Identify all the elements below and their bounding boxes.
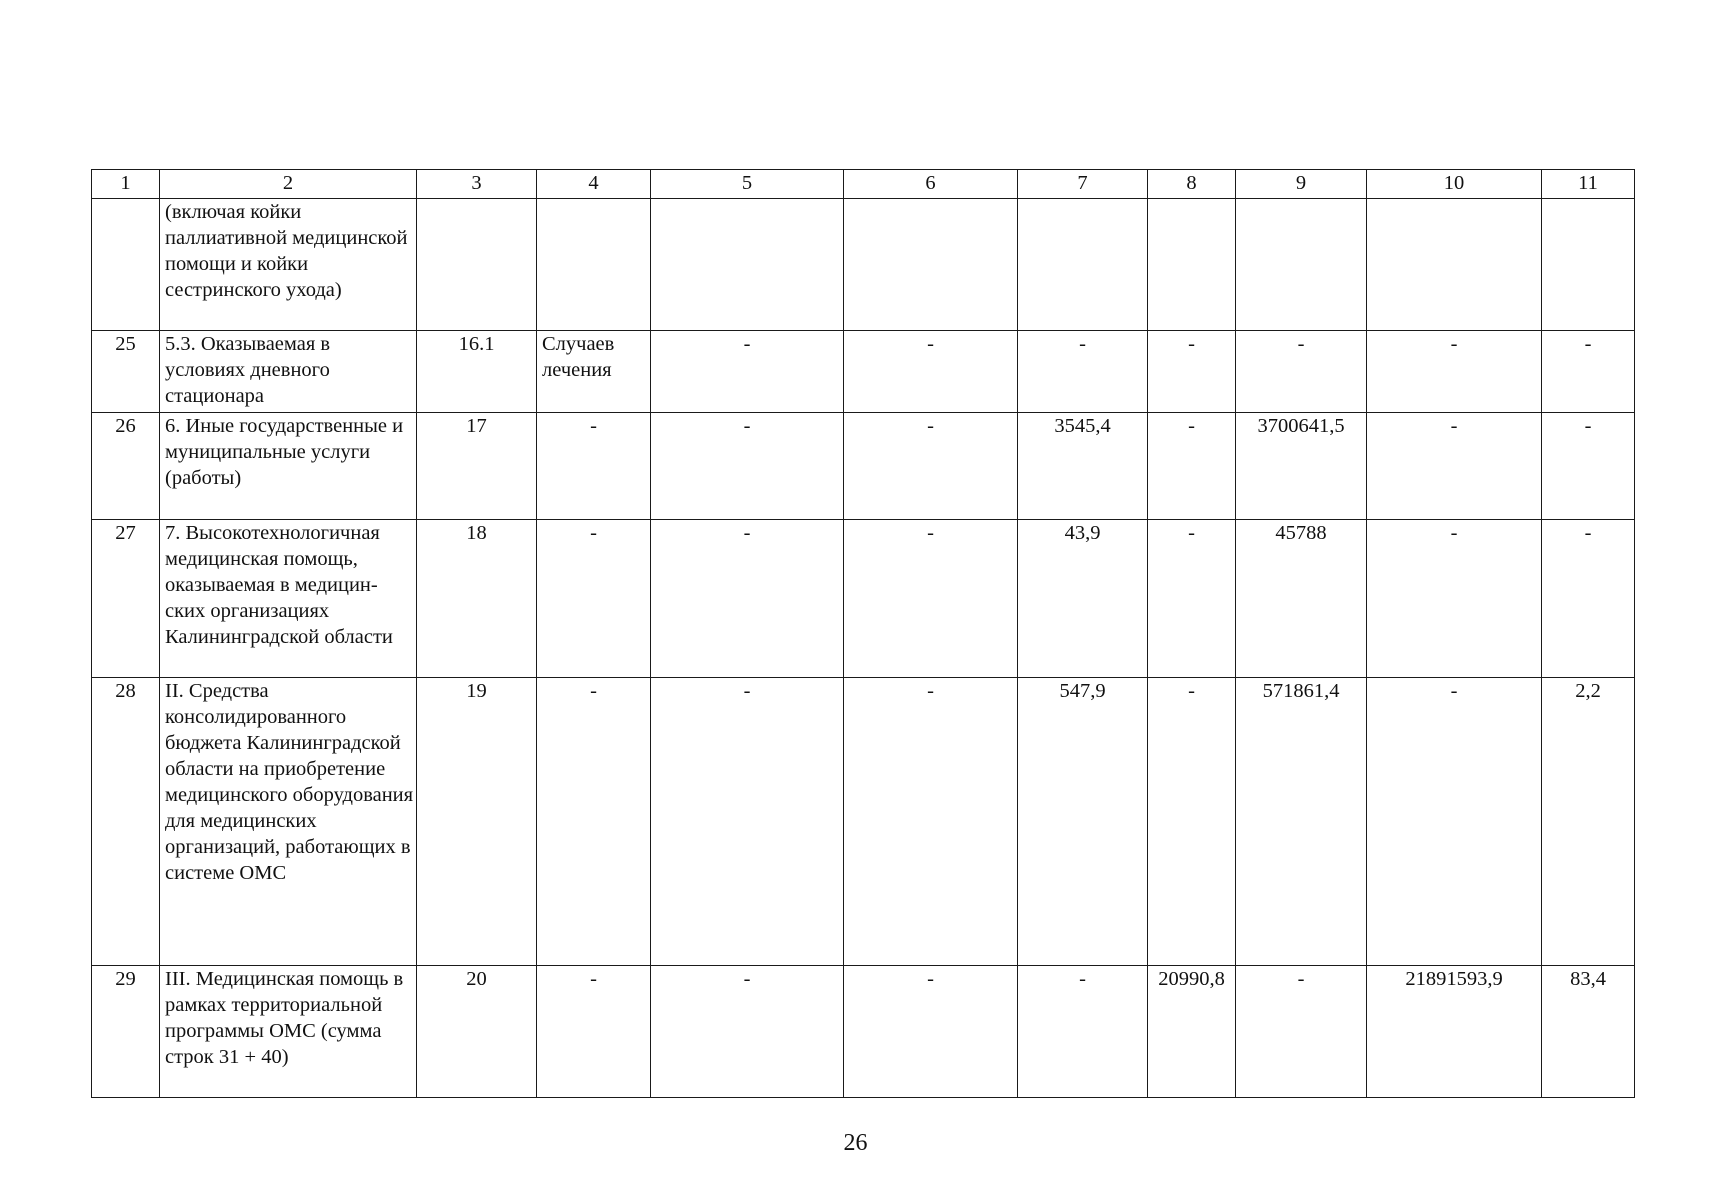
cell: - [1148,413,1236,520]
column-header: 11 [1542,170,1635,199]
cell: - [1542,331,1635,413]
cell: - [1018,331,1148,413]
table-row-continuation [92,199,1635,331]
table-row [92,331,1635,413]
cell: - [1367,331,1542,413]
cell: - [1367,520,1542,678]
column-header: 10 [1367,170,1542,199]
column-header: 9 [1236,170,1367,199]
cell: 2,2 [1542,678,1635,966]
cell: 20990,8 [1148,966,1236,1098]
table-row [92,966,1635,1098]
cell: - [844,966,1018,1098]
cell: - [1236,966,1367,1098]
cell: - [1367,413,1542,520]
cell: 547,9 [1018,678,1148,966]
column-header: 1 [92,170,160,199]
cell: 571861,4 [1236,678,1367,966]
cell [1367,199,1542,331]
cell: - [537,966,651,1098]
column-number-header-row [92,170,1635,199]
cell-name: 6. Иные государственные и муниципальные услуги (работы) [160,413,417,520]
cell: - [537,678,651,966]
cell: - [537,520,651,678]
cell [844,199,1018,331]
cell: - [1236,331,1367,413]
cell [651,199,844,331]
cell: - [844,678,1018,966]
cell: 16.1 [417,331,537,413]
cell-name: 5.3. Оказываемая в условиях дневного стационара [160,331,417,413]
cell: - [651,331,844,413]
cell: 83,4 [1542,966,1635,1098]
cell: 43,9 [1018,520,1148,678]
cell-num: 29 [92,966,160,1098]
cell: - [651,966,844,1098]
column-header: 5 [651,170,844,199]
cell: 19 [417,678,537,966]
cell: 18 [417,520,537,678]
cell: - [651,520,844,678]
table-row [92,413,1635,520]
column-header: 3 [417,170,537,199]
cell-num: 26 [92,413,160,520]
cell [1148,199,1236,331]
cell: 3545,4 [1018,413,1148,520]
cell: - [1542,413,1635,520]
cell-num [92,199,160,331]
table-row [92,520,1635,678]
cell: - [1148,678,1236,966]
cell: 21891593,9 [1367,966,1542,1098]
cell: - [1148,331,1236,413]
cell: - [1148,520,1236,678]
cell: - [1018,966,1148,1098]
cell [537,199,651,331]
column-header: 2 [160,170,417,199]
cell: 45788 [1236,520,1367,678]
cell: - [651,413,844,520]
column-header: 8 [1148,170,1236,199]
cell: - [1542,520,1635,678]
cell: - [844,331,1018,413]
cell: - [651,678,844,966]
cell [1542,199,1635,331]
column-header: 7 [1018,170,1148,199]
cell-name: 7. Высокотехнологичная медицинская помощь, оказываемая в медицин-ских организациях Калининградской области [160,520,417,678]
cell: - [1367,678,1542,966]
data-table [91,169,1635,1098]
cell: - [537,413,651,520]
cell-num: 27 [92,520,160,678]
cell-name: (включая койки паллиативной медицинской помощи и койки сестринского ухода) [160,199,417,331]
cell-name: II. Средства консолидированного бюджета Калининградской области на приобретение медицинского оборудования для медицинских организаций, работающих в системе ОМС [160,678,417,966]
cell: 20 [417,966,537,1098]
table-row [92,678,1635,966]
cell: Случаев лечения [537,331,651,413]
cell [1018,199,1148,331]
cell-num: 28 [92,678,160,966]
cell [1236,199,1367,331]
column-header: 4 [537,170,651,199]
cell-num: 25 [92,331,160,413]
cell: - [844,413,1018,520]
cell-name: III. Медицинская помощь в рамках территориальной программы ОМС (сумма строк 31 + 40) [160,966,417,1098]
column-header: 6 [844,170,1018,199]
cell: - [844,520,1018,678]
page-number: 26 [843,1130,868,1156]
cell: 17 [417,413,537,520]
cell: 3700641,5 [1236,413,1367,520]
cell [417,199,537,331]
